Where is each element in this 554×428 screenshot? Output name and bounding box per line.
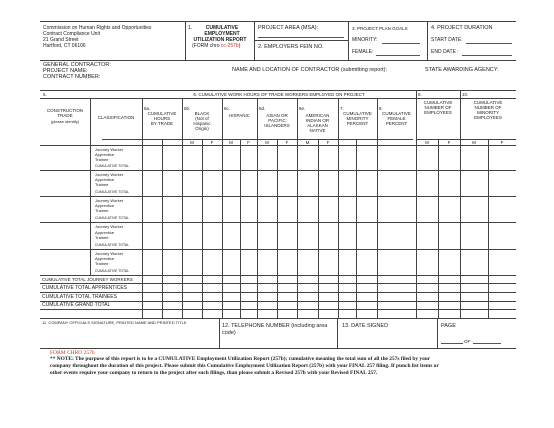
female-goal-field[interactable]	[376, 55, 420, 56]
col-6a-header: CUMULATIVE	[147, 111, 177, 116]
male-subheader: M	[472, 140, 476, 145]
col-9-header: CUMULATIVE	[423, 100, 453, 105]
agency-line: Commission on Human Rights and Opportunities	[43, 25, 152, 31]
signature-label: 11. COMPANY OFFICIALS SIGNATURE, PRINTED NAME AND PRINTED TITLE	[42, 320, 187, 325]
col-6b-num: 6b.	[184, 106, 191, 111]
start-date-label: START DATE:	[431, 37, 463, 43]
row-journey-worker: Journey Worker	[95, 224, 124, 229]
agency-line: 21 Grand Street	[43, 37, 79, 43]
row-journey-worker: Journey Worker	[95, 172, 124, 177]
row-cumulative-total: CUMULATIVE TOTAL	[95, 190, 130, 194]
note-line: other events require your company to return to the project after such filings, than please submit a Revised 257b with your Revised FINAL 257.	[50, 370, 378, 376]
row-journey-worker: Journey Worker	[95, 251, 124, 256]
female-subheader: F	[326, 140, 330, 145]
phone-label: code)	[222, 330, 236, 336]
col-6e-header: ALASKAN	[307, 123, 328, 128]
male-subheader: M	[265, 140, 269, 145]
note-line: ** NOTE: The purpose of this report is to be a CUMULATIVE Employment Utilization Report (257b); cumulative meaning the total sum of all the 257s filed by your	[50, 356, 431, 362]
male-subheader: M	[190, 140, 194, 145]
col-6a-num: 6a.	[144, 106, 151, 111]
col-7-header: PERCENT	[346, 121, 369, 126]
minority-goal-label: MINORITY:	[352, 37, 378, 43]
male-subheader: M	[305, 140, 310, 145]
col-9-header: NUMBER OF	[424, 105, 452, 110]
row-apprentice: Apprentice	[95, 256, 115, 261]
project-area-field[interactable]	[258, 37, 344, 38]
female-subheader: F	[285, 140, 289, 145]
total-trainees: CUMULATIVE TOTAL TRAINEES	[42, 294, 117, 300]
duration-label: 4. PROJECT DURATION	[431, 25, 493, 31]
minority-goal-field[interactable]	[382, 43, 420, 44]
agency-line: Contract Compliance Unit	[43, 31, 100, 37]
col-8-header: CUMULATIVE	[382, 111, 411, 116]
col-6d-header: ISLANDERS	[264, 123, 290, 128]
col-6b-header: Origin)	[195, 126, 209, 131]
row-trainee: Trainee	[95, 261, 109, 266]
form-id: FORM CHRO 257b	[50, 350, 95, 356]
general-contractor-label: GENERAL CONTRACTOR:	[43, 62, 111, 68]
row-journey-worker: Journey Worker	[95, 147, 124, 152]
female-subheader: F	[500, 140, 504, 145]
col-6e-header: AMERICAN	[305, 113, 330, 118]
row-cumulative-total: CUMULATIVE TOTAL	[95, 243, 130, 247]
note-line: company throughout the duration of this project. Please submit this Cumulative Employment Utilization Report (257b) with your FINAL 257 filing. If punch list items or	[50, 363, 439, 369]
col-8-header: PERCENT	[385, 121, 408, 126]
female-subheader: F	[447, 140, 451, 145]
col-6d-header: PACIFIC	[268, 118, 286, 123]
col-10-header: MINORITY	[477, 110, 499, 115]
row-cumulative-total: CUMULATIVE TOTAL	[95, 269, 130, 273]
col-6b-header: (Not of	[195, 116, 209, 121]
page-number-field[interactable]	[441, 343, 463, 344]
section-5-label: 5.	[43, 92, 47, 97]
col-8-num: 8.	[379, 106, 383, 111]
project-area-label: PROJECT AREA (MSA):	[258, 25, 319, 31]
report-number: 1.	[188, 25, 193, 31]
col-6c-num: 6c.	[224, 106, 231, 111]
col-6b-header: BLACK	[194, 111, 210, 116]
page-total-field[interactable]	[473, 343, 501, 344]
col-6e-header: NATIVE	[309, 128, 326, 133]
row-cumulative-total: CUMULATIVE TOTAL	[95, 164, 130, 168]
col-9-header: EMPLOYEES	[424, 110, 452, 115]
plan-goals-label: 3. PROJECT PLAN GOALS	[352, 26, 408, 31]
row-trainee: Trainee	[95, 182, 109, 187]
section-6-title: 6. CUMULATIVE WORK HOURS OF TRADE WORKERS EMPLOYED ON PROJECT	[193, 92, 365, 97]
row-trainee: Trainee	[95, 235, 109, 240]
col-6d-num: 6d.	[259, 106, 266, 111]
start-date-field[interactable]	[466, 43, 512, 44]
report-title-line: CUMULATIVE	[205, 25, 239, 31]
date-signed-label: 13. DATE SIGNED	[342, 323, 389, 329]
total-apprentices: CUMULATIVE TOTAL APPRENTICES	[42, 285, 128, 291]
col-7-header: MINORITY	[346, 116, 369, 121]
section-9-label: 9.	[418, 92, 422, 97]
page-label: PAGE	[441, 323, 456, 329]
male-subheader: M	[425, 140, 429, 145]
col-10-header: EMPLOYEES	[474, 115, 502, 120]
row-apprentice: Apprentice	[95, 203, 115, 208]
row-apprentice: Apprentice	[95, 177, 115, 182]
grand-total: CUMULATIVE GRAND TOTAL	[42, 302, 111, 308]
col-6c-header: HISPANIC	[229, 113, 250, 118]
col-6d-header: ASIAN OR	[266, 113, 288, 118]
phone-label: 12. TELEPHONE NUMBER (including area	[222, 323, 328, 329]
form-code: (FORM chro cc-257b)	[192, 43, 241, 49]
trade-header-note: (please identify)	[50, 119, 80, 124]
col-7-num: 7.	[340, 106, 344, 111]
col-6e-header: INDIAN OR	[305, 118, 330, 123]
row-journey-worker: Journey Worker	[95, 198, 124, 203]
total-journey-workers: CUMULATIVE TOTAL JOURNEY WORKERS	[42, 277, 133, 282]
female-subheader: F	[247, 140, 250, 145]
col-10-header: CUMULATIVE	[473, 100, 503, 105]
agency-line: Hartford, CT 06106	[43, 43, 86, 49]
section-10-label: 10.	[462, 92, 469, 97]
col-6b-header: Hispanic	[193, 121, 211, 126]
end-date-label: END DATE :	[431, 49, 459, 55]
col-6e-num: 6e.	[299, 106, 306, 111]
col-7-header: CUMULATIVE	[343, 111, 372, 116]
female-subheader: F	[210, 140, 214, 145]
col-6a-header: HOURS	[153, 116, 171, 121]
contractor-name-location-label: NAME AND LOCATION OF CONTRACTOR (submitting report):	[232, 67, 388, 73]
female-goal-label: FEMALE:	[352, 49, 374, 55]
end-date-field[interactable]	[462, 55, 512, 56]
col-8-header: FEMALE	[387, 116, 406, 121]
report-title-line: UTILIZATION REPORT	[193, 37, 247, 43]
contract-number-label: CONTRACT NUMBER:	[43, 74, 101, 80]
male-subheader: M	[229, 140, 233, 145]
row-trainee: Trainee	[95, 157, 109, 162]
row-apprentice: Apprentice	[95, 152, 115, 157]
col-10-header: NUMBER OF	[474, 105, 502, 110]
classification-header: CLASSIFICATION	[97, 115, 135, 120]
project-name-label: PROJECT NAME:	[43, 68, 88, 74]
awarding-agency-label: STATE AWARDING AGENCY:	[425, 67, 499, 73]
row-apprentice: Apprentice	[95, 230, 115, 235]
page-of-label: OF	[464, 339, 471, 344]
col-6a-header: BY TRADE	[150, 121, 174, 126]
row-cumulative-total: CUMULATIVE TOTAL	[95, 216, 130, 220]
report-title-line: EMPLOYMENT	[204, 31, 240, 37]
trade-header: CONSTRUCTION	[46, 108, 84, 113]
row-trainee: Trainee	[95, 208, 109, 213]
trade-header: TRADE	[57, 113, 73, 118]
fein-label: 2. EMPLOYERS FEIN NO.	[258, 44, 324, 50]
